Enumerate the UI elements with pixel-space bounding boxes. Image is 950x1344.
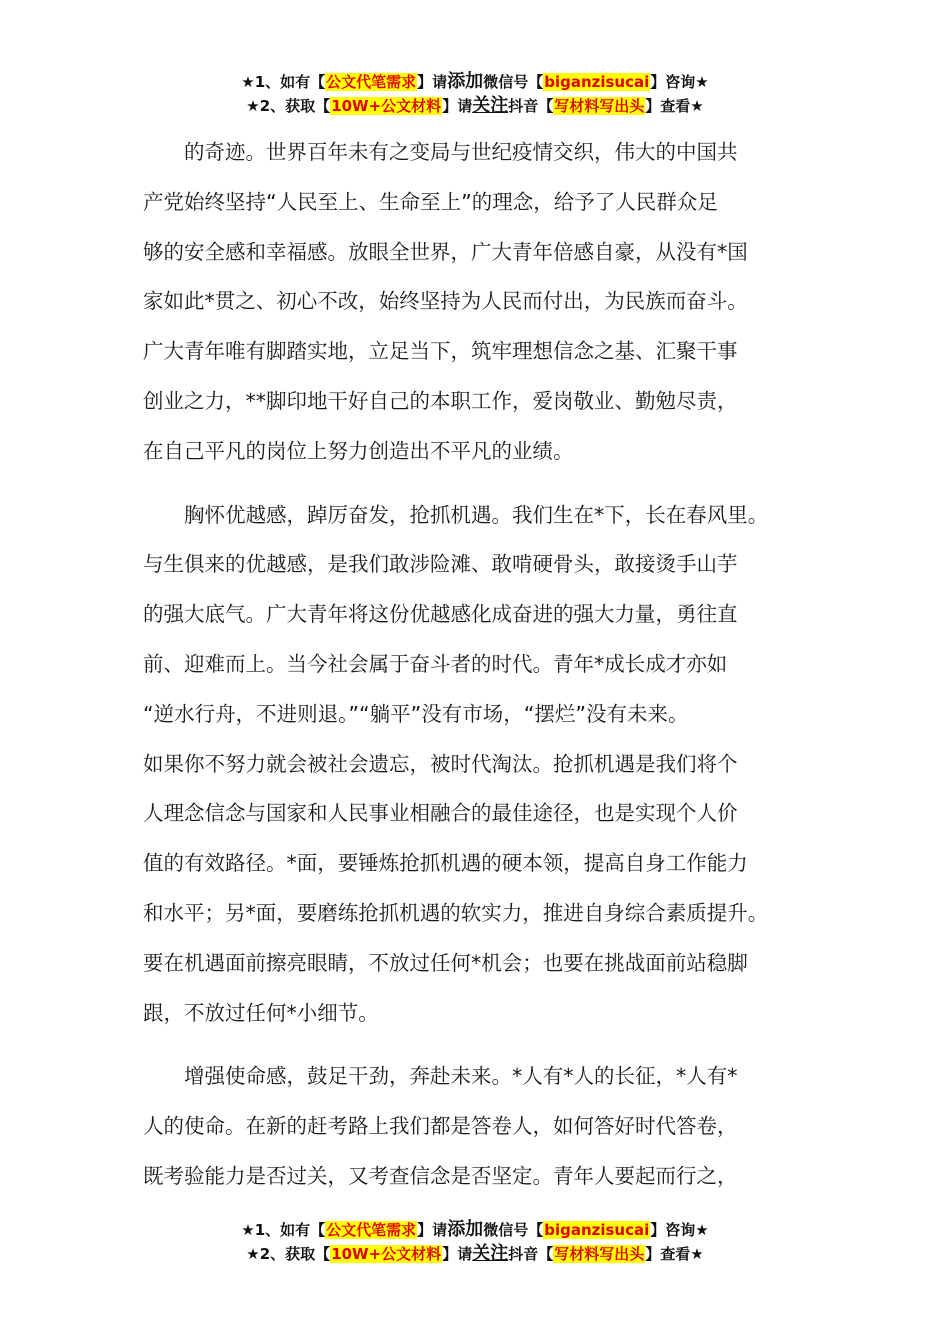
banner-emphasis: 关注 — [472, 95, 509, 116]
text-line: 创业之力，**脚印地干好自己的本职工作，爱岗敬业、勤勉尽责， — [143, 388, 738, 413]
banner-line-2 — [0, 94, 950, 118]
text-line: 既考验能力是否过关，又考查信念是否坚定。青年人要起而行之， — [143, 1163, 738, 1188]
banner-text: 】请 — [417, 73, 448, 91]
banner-text: 】请 — [442, 1245, 473, 1263]
banner-wechat-id: biganzisucai — [544, 1221, 650, 1239]
banner-text: 】请 — [417, 1221, 448, 1239]
banner-line-2 — [0, 1242, 950, 1266]
banner-highlight: 10W+公文材料 — [331, 97, 442, 115]
text-line: 胸怀优越感，踔厉奋发，抢抓机遇。我们生在*下，长在春风里。 — [184, 502, 769, 527]
banner-douyin-name: 写材料写出头 — [554, 1245, 645, 1263]
banner-line-1 — [0, 1218, 950, 1242]
banner-text: 】查看★ — [645, 97, 704, 115]
text-line: 人理念信念与国家和人民事业相融合的最佳途径，也是实现个人价 — [143, 801, 738, 826]
text-line: 增强使命感，鼓足干劲，奔赴未来。*人有*人的长征，*人有* — [184, 1064, 738, 1089]
text-line: 和水平；另*面，要磨练抢抓机遇的软实力，推进自身综合素质提升。 — [143, 900, 769, 925]
text-line: 与生俱来的优越感，是我们敢涉险滩、敢啃硬骨头，敢接烫手山芋 — [143, 552, 738, 577]
banner-text: 微信号【 — [483, 73, 544, 91]
banner-highlight: 公文代笔需求 — [326, 1221, 417, 1239]
banner-line-1 — [0, 70, 950, 94]
banner-text: ★1、如有【 — [241, 73, 326, 91]
banner-highlight: 公文代笔需求 — [326, 73, 417, 91]
banner-emphasis: 关注 — [472, 1243, 509, 1264]
banner-text: ★2、获取【 — [246, 97, 331, 115]
banner-text: 】咨询★ — [650, 73, 709, 91]
text-line: 的奇迹。世界百年未有之变局与世纪疫情交织，伟大的中国共 — [184, 140, 738, 164]
paragraph-continuation — [143, 128, 811, 477]
document-body — [143, 128, 811, 1202]
footer-banner — [0, 1218, 950, 1266]
banner-text: 】请 — [442, 97, 473, 115]
text-line: 前、迎难而上。当今社会属于奋斗者的时代。青年*成长成才亦如 — [143, 651, 728, 676]
banner-text: 抖音【 — [508, 1245, 554, 1263]
text-line: 的强大底气。广大青年将这份优越感化成奋进的强大力量，勇往直 — [143, 602, 738, 627]
text-line: 要在机遇面前擦亮眼睛，不放过任何*机会；也要在挑战面前站稳脚 — [143, 950, 748, 975]
banner-highlight: 10W+公文材料 — [331, 1245, 442, 1263]
text-line: “逆水行舟，不进则退。”“躺平”没有市场，“摆烂”没有未来。 — [143, 701, 689, 726]
banner-emphasis: 添加 — [447, 71, 484, 92]
banner-douyin-name: 写材料写出头 — [554, 97, 645, 115]
text-line: 广大青年唯有脚踏实地，立足当下，筑牢理想信念之基、汇聚干事 — [143, 339, 738, 364]
banner-text: ★1、如有【 — [241, 1221, 326, 1239]
paragraph-mission — [143, 1052, 811, 1201]
header-banner — [0, 70, 950, 118]
text-line: 如果你不努力就会被社会遗忘，被时代淘汰。抢抓机遇是我们将个 — [143, 751, 738, 776]
banner-text: 抖音【 — [508, 97, 554, 115]
text-line: 值的有效路径。*面，要锤炼抢抓机遇的硬本领，提高自身工作能力 — [143, 851, 748, 876]
text-line: 跟，不放过任何*小细节。 — [143, 1000, 379, 1025]
text-line: 在自己平凡的岗位上努力创造出不平凡的业绩。 — [143, 438, 574, 463]
banner-text: 】咨询★ — [650, 1221, 709, 1239]
banner-text: 】查看★ — [645, 1245, 704, 1263]
banner-text: ★2、获取【 — [246, 1245, 331, 1263]
banner-emphasis: 添加 — [447, 1219, 484, 1240]
paragraph-superiority — [143, 491, 811, 1039]
text-line: 人的使命。在新的赶考路上我们都是答卷人，如何答好时代答卷， — [143, 1114, 738, 1139]
text-line: 产党始终坚持“人民至上、生命至上”的理念，给予了人民群众足 — [143, 189, 718, 214]
banner-text: 微信号【 — [483, 1221, 544, 1239]
text-line: 家如此*贯之、初心不改，始终坚持为人民而付出，为民族而奋斗。 — [143, 289, 748, 314]
banner-wechat-id: biganzisucai — [544, 73, 650, 91]
text-line: 够的安全感和幸福感。放眼全世界，广大青年倍感自豪，从没有*国 — [143, 239, 748, 264]
